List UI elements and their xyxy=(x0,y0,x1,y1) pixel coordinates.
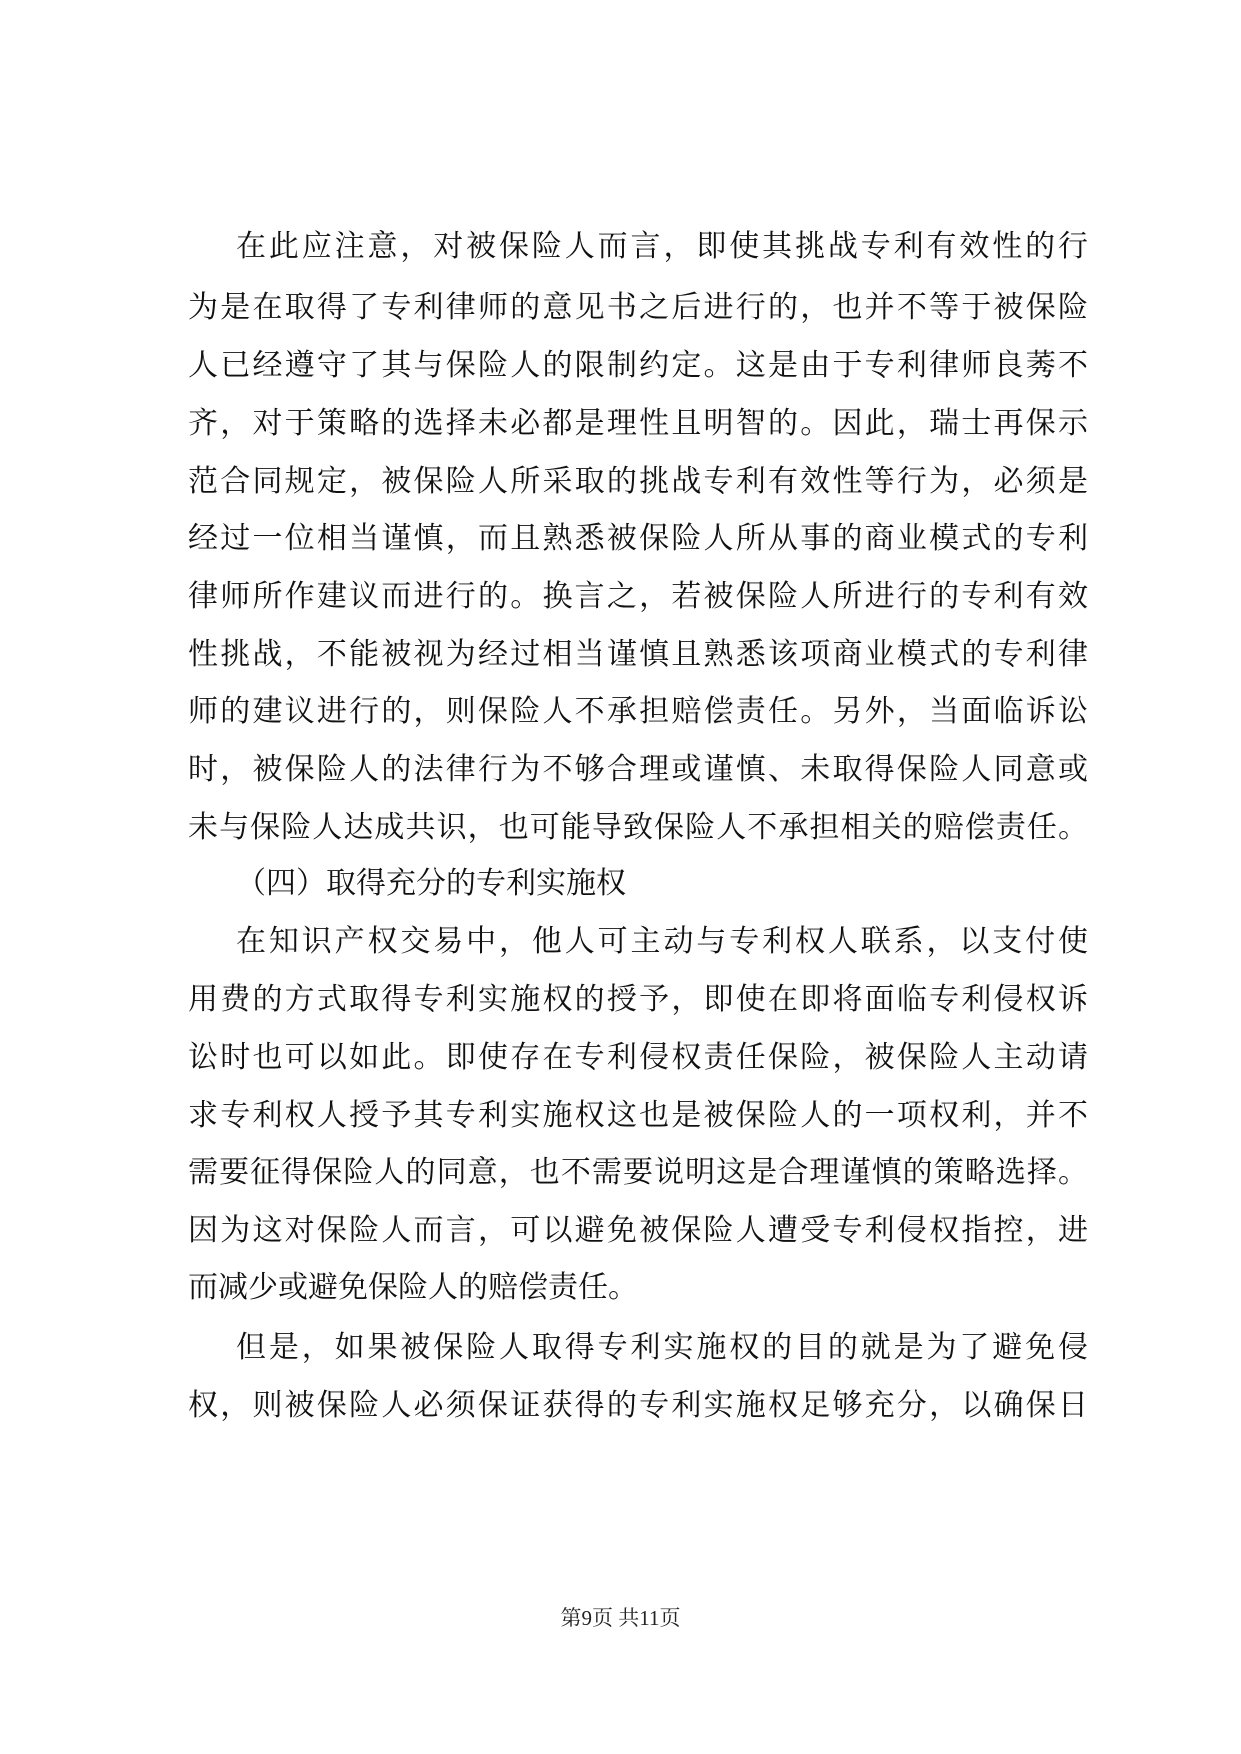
paragraph-line: 因为这对保险人而言，可以避免被保险人遭受专利侵权指控，进 xyxy=(188,1213,1088,1248)
paragraph-line: 人已经遵守了其与保险人的限制约定。这是由于专利律师良莠不 xyxy=(188,348,1088,383)
paragraph-line: 师的建议进行的，则保险人不承担赔偿责任。另外，当面临诉讼 xyxy=(188,694,1088,729)
paragraph-line: 用费的方式取得专利实施权的授予，即使在即将面临专利侵权诉 xyxy=(188,982,1088,1017)
paragraph-line: 在此应注意，对被保险人而言，即使其挑战专利有效性的行 xyxy=(236,229,1088,264)
paragraph-line: 权，则被保险人必须保证获得的专利实施权足够充分，以确保日 xyxy=(188,1388,1088,1423)
paragraph-line: 在知识产权交易中，他人可主动与专利权人联系，以支付使 xyxy=(236,924,1088,959)
paragraph-line: 经过一位相当谨慎，而且熟悉被保险人所从事的商业模式的专利 xyxy=(188,521,1088,556)
paragraph-line: 范合同规定，被保险人所采取的挑战专利有效性等行为，必须是 xyxy=(188,464,1088,499)
paragraph-line: 但是，如果被保险人取得专利实施权的目的就是为了避免侵 xyxy=(236,1330,1088,1365)
page-footer: 第9页 共11页 xyxy=(560,1606,681,1630)
paragraph-line: 需要征得保险人的同意，也不需要说明这是合理谨慎的策略选择。 xyxy=(188,1155,1088,1190)
paragraph-line: 讼时也可以如此。即使存在专利侵权责任保险，被保险人主动请 xyxy=(188,1040,1088,1075)
paragraph-line: 未与保险人达成共识，也可能导致保险人不承担相关的赔偿责任。 xyxy=(188,810,1088,845)
paragraph-line: 律师所作建议而进行的。换言之，若被保险人所进行的专利有效 xyxy=(188,579,1088,614)
paragraph-line: 性挑战，不能被视为经过相当谨慎且熟悉该项商业模式的专利律 xyxy=(188,637,1088,672)
paragraph-line: 求专利权人授予其专利实施权这也是被保险人的一项权利，并不 xyxy=(188,1098,1088,1133)
paragraph-line: 而减少或避免保险人的赔偿责任。 xyxy=(188,1270,638,1305)
paragraph-line: 时，被保险人的法律行为不够合理或谨慎、未取得保险人同意或 xyxy=(188,752,1088,787)
paragraph-line: 为是在取得了专利律师的意见书之后进行的，也并不等于被保险 xyxy=(188,290,1088,325)
paragraph-line: 齐，对于策略的选择未必都是理性且明智的。因此，瑞士再保示 xyxy=(188,406,1088,441)
section-heading: （四）取得充分的专利实施权 xyxy=(236,866,626,901)
